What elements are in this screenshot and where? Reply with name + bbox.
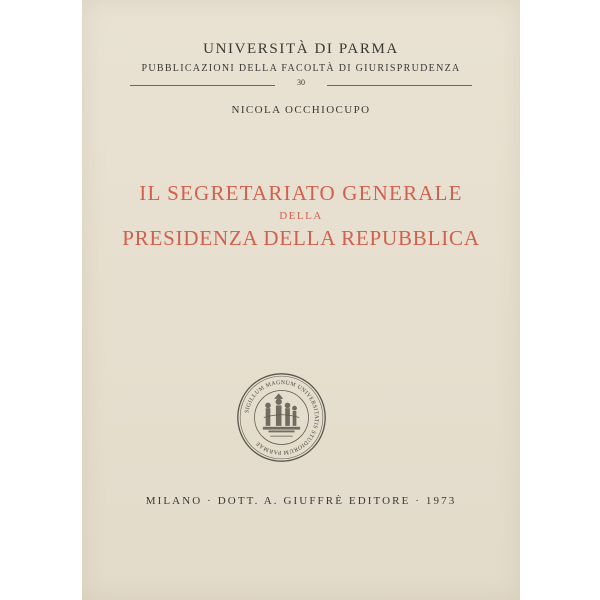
book-cover <box>82 0 520 600</box>
series-number: 30 <box>297 78 305 87</box>
book-title-line-2: DELLA <box>279 210 323 222</box>
university-name: UNIVERSITÀ DI PARMA <box>203 41 399 57</box>
publisher-imprint: MILANO · DOTT. A. GIUFFRÈ EDITORE · 1973 <box>145 495 457 507</box>
author-name: NICOLA OCCHIOCUPO <box>231 104 371 116</box>
publication-series: PUBBLICAZIONI DELLA FACOLTÀ DI GIURISPRUDENZA <box>141 63 461 74</box>
series-number-row <box>130 78 472 92</box>
book-title-line-3: PRESIDENZA DELLA REPUBBLICA <box>122 226 480 250</box>
svg-text:SIGILLUM MAGNUM UNIVERSITATIS: SIGILLUM MAGNUM UNIVERSITATIS STUDIORUM PARMAE <box>244 379 320 456</box>
book-title-line-1: IL SEGRETARIATO GENERALE <box>139 181 463 205</box>
series-rule-right <box>327 85 472 86</box>
university-seal-icon <box>235 371 328 464</box>
